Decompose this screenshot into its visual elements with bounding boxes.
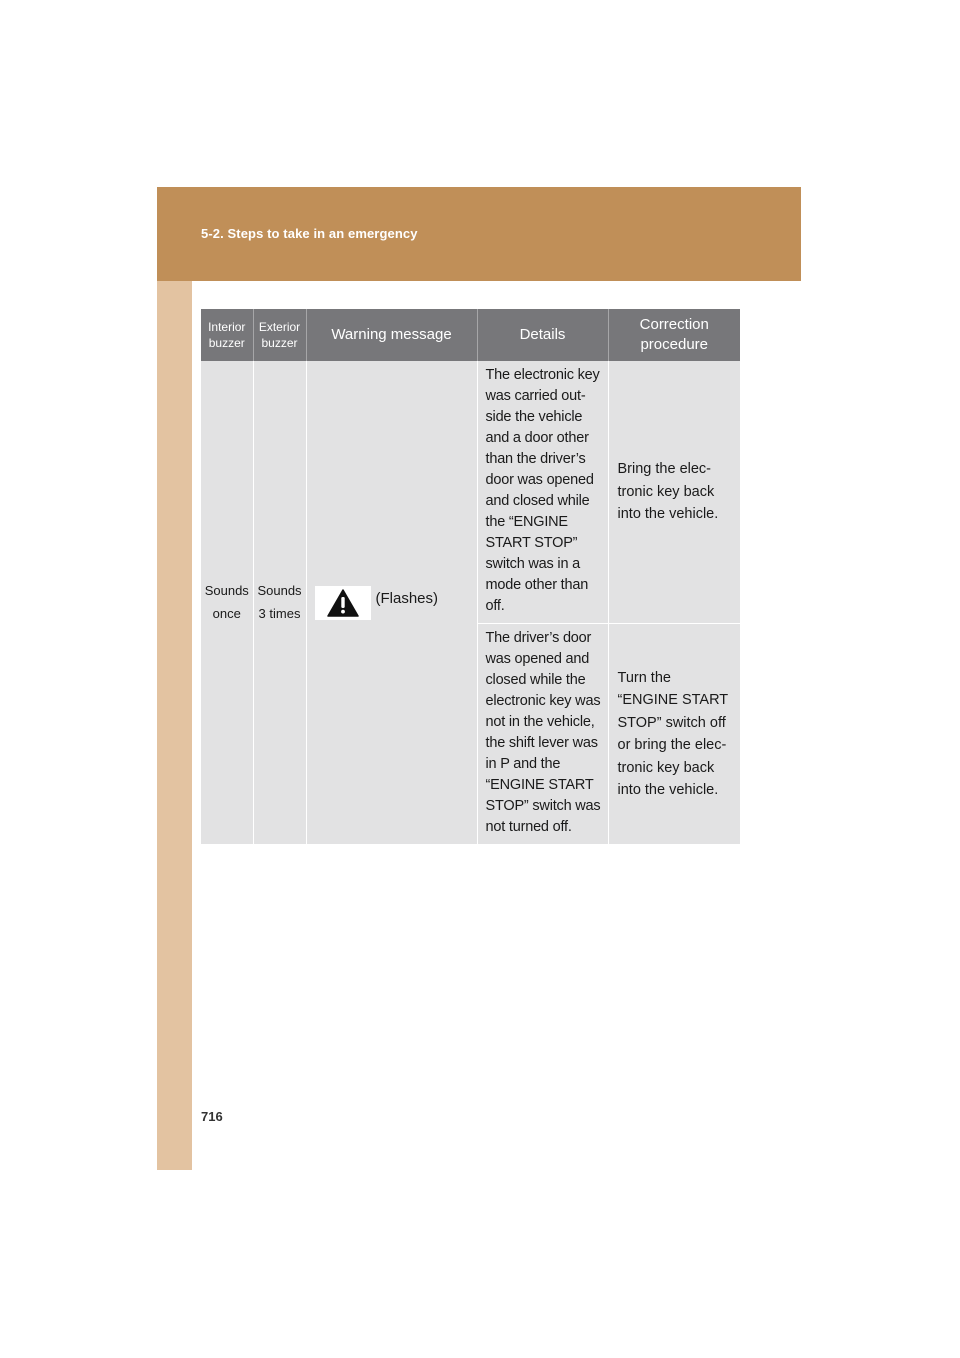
col-warning-message: Warning message [306,309,477,361]
col-exterior-buzzer: Exterior buzzer [253,309,306,361]
warning-table [201,309,740,845]
details-cell: The driver’s door was opened and closed while the electronic key was not in the vehicle, the shift lever was in P and the “ENGINE START STOP” switch was not turned off. [477,624,608,845]
exterior-buzzer-value: Sounds 3 times [257,583,302,621]
col-correction-procedure: Correction procedure [608,309,740,361]
table-row [201,361,740,624]
table-header-row [201,309,740,361]
section-title: 5-2. Steps to take in an emergency [201,226,418,241]
col-details: Details [477,309,608,361]
correction-cell: Bring the electronic key back into the vehicle. [608,361,740,624]
col-interior-buzzer: Interior buzzer [201,309,253,361]
warning-icon-box [315,586,371,620]
interior-buzzer-cell [201,361,253,845]
warning-triangle-icon [327,589,359,617]
exterior-buzzer-cell [253,361,306,845]
correction-cell: Turn the “ENGINE START STOP” switch off or bring the electronic key back into the vehicle. [608,624,740,845]
side-strip [157,187,192,1170]
warning-message-text: (Flashes) [375,590,439,607]
page-number: 716 [201,1109,223,1124]
interior-buzzer-value: Sounds once [204,583,249,621]
details-cell: The electronic key was carried outside the vehicle and a door other than the driver’s door was opened and closed while the “ENGINE START STOP” switch was in a mode other than off. [477,361,608,624]
warning-message-cell [306,361,477,845]
